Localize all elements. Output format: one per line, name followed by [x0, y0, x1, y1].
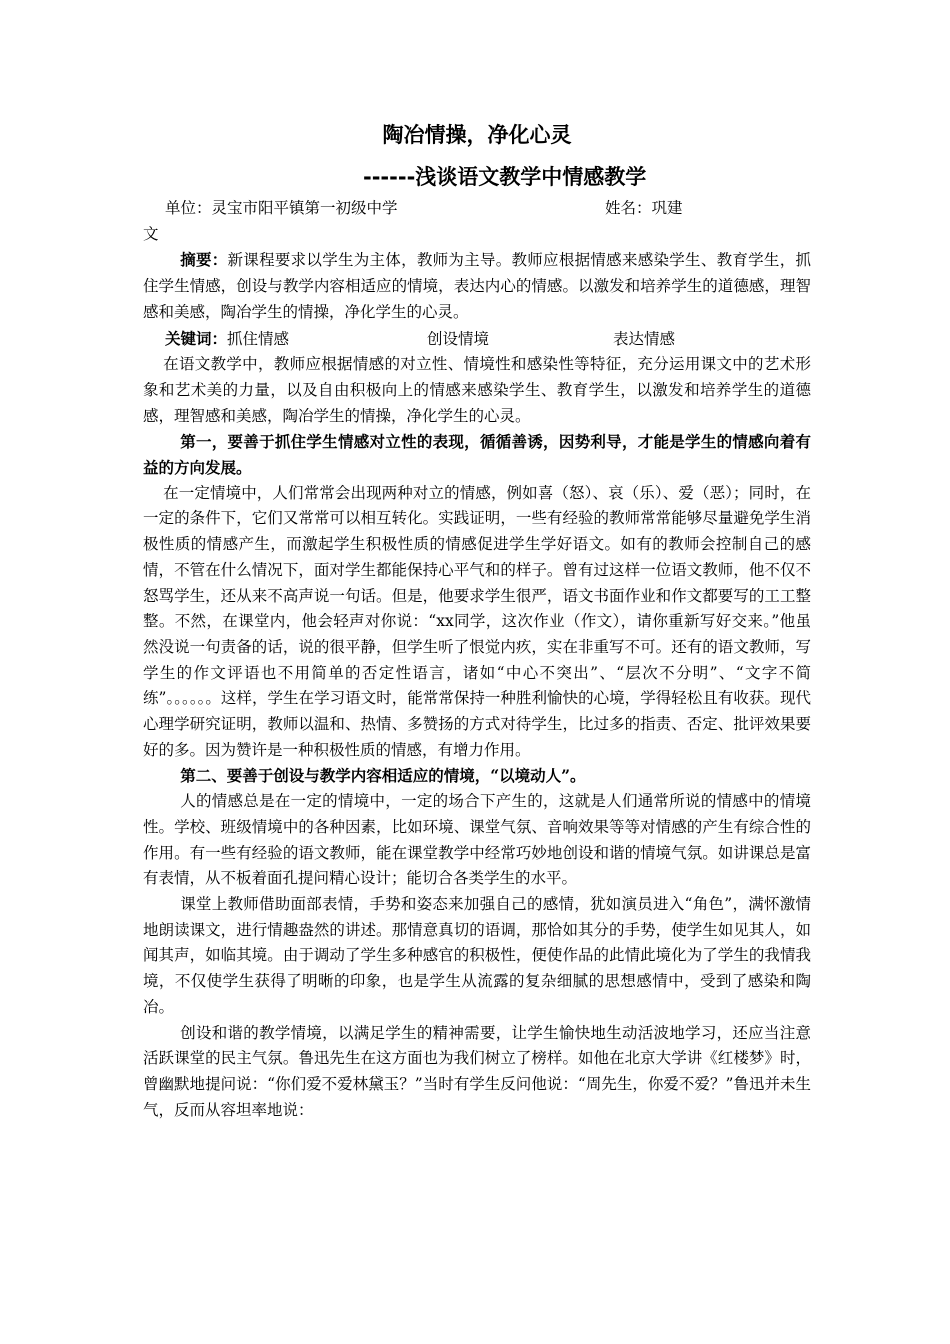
author-unit: 单位：灵宝市阳平镇第一初级中学 — [165, 199, 398, 217]
abstract-text: 新课程要求以学生为主体，教师为主导。教师应根据情感来感染学生、教育学生，抓住学生情感，创设与教学内容相适应的情境，表达内心的情感。以激发和培养学生的道德感，理智感和美感，陶冶学生的情操，净化学生的心灵。 — [143, 251, 811, 321]
abstract-label: 摘要： — [180, 250, 228, 270]
author-line — [143, 196, 811, 222]
keyword-3: 表达情感 — [613, 329, 676, 348]
keywords-label: 关键词： — [165, 328, 228, 348]
document-title: 陶冶情操，净化心灵 — [382, 123, 572, 147]
paragraph-body-2a: 人的情感总是在一定的情境中，一定的场合下产生的，这就是人们通常所说的情感中的情境性。学校、班级情境中的各种因素，比如环境、课堂气氛、音响效果等等对情感的产生有综合性的作用。有一些有经验的语文教师，能在课堂教学中经常巧妙地创设和谐的情境气氛。如讲课总是富有表情，从不板着面孔提问精心设计；能切合各类学生的水平。 — [143, 792, 811, 888]
keywords — [143, 326, 811, 353]
author-name-wrap: 文 — [143, 224, 159, 243]
author-name: 姓名：巩建 — [605, 199, 683, 217]
paragraph-body-2b: 课堂上教师借助面部表情，手势和姿态来加强自己的感情，犹如演员进入“角色”，满怀激情地朗读课文，进行情趣盎然的讲述。那情意真切的语调，那恰如其分的手势，使学生如见其人，如闻其声，如临其境。由于调动了学生多种感官的积极性，便使作品的此情此境化为了学生的我情我境，不仅使学生获得了明晰的印象，也是学生从流露的复杂细腻的思想感情中，受到了感染和陶冶。 — [143, 894, 811, 1016]
section-heading-2: 第二、要善于创设与教学内容相适应的情境，“以境动人”。 — [180, 766, 586, 786]
paragraph-body-1: 在一定情境中，人们常常会出现两种对立的情感，例如喜（怒）、哀（乐）、爱（恶）；同时，在一定的条件下，它们又常常可以相互转化。实践证明，一些有经验的教师常常能够尽量避免学生消极性质的情感产生，而激起学生积极性质的情感促进学生学好语文。如有的教师会控制自己的感情，不管在什么情况下，面对学生都能保持心平气和的样子。曾有过这样一位语文教师，他不仅不怒骂学生，还从来不高声说一句话。但是，他要求学生很严，语文书面作业和作文都要写的工工整整。不然，在课堂内，他会轻声对你说：“xx同学，这次作业（作文），请你重新写好交来。”他虽然没说一句责备的话，说的很平静，但学生听了恨觉内疚，实在非重写不可。还有的语文教师，写学生的作文评语也不用简单的否定性语言，诸如“中心不突出”、“层次不分明”、“文字不简练”。。。。。。这样，学生在学习语文时，能常常保持一种胜利愉快的心境，学得轻松且有收获。现代心理学研究证明，教师以温和、热情、多赞扬的方式对待学生，比过多的指责、否定、批评效果要好的多。因为赞许是一种积极性质的情感，有增力作用。 — [143, 483, 811, 759]
keyword-1: 抓住情感 — [227, 329, 290, 348]
paragraph-body-2c: 创设和谐的教学情境，以满足学生的精神需要，让学生愉快地生动活波地学习，还应当注意活跃课堂的民主气氛。鲁迅先生在这方面也为我们树立了榜样。如他在北京大学讲《红楼梦》时，曾幽默地提问说：“你们爱不爱林黛玉？”当时有学生反问他说：“周先生，你爱不爱？”鲁迅并未生气，反而从容坦率地说： — [143, 1023, 811, 1119]
document-subtitle: ------浅谈语文教学中情感教学 — [363, 165, 647, 189]
paragraph-intro: 在语文教学中，教师应根据情感的对立性、情境性和感染性等特征，充分运用课文中的艺术形象和艺术美的力量，以及自由积极向上的情感来感染学生、教育学生，以激发和培养学生的道德感，理智感和美感，陶冶学生的情操，净化学生的心灵。 — [143, 355, 811, 425]
document-page — [143, 120, 811, 1123]
keyword-2: 创设情境 — [427, 329, 490, 348]
abstract — [143, 247, 811, 325]
section-heading-1: 第一，要善于抓住学生情感对立性的表现，循循善诱，因势利导，才能是学生的情感向着有益的方向发展。 — [143, 432, 811, 478]
